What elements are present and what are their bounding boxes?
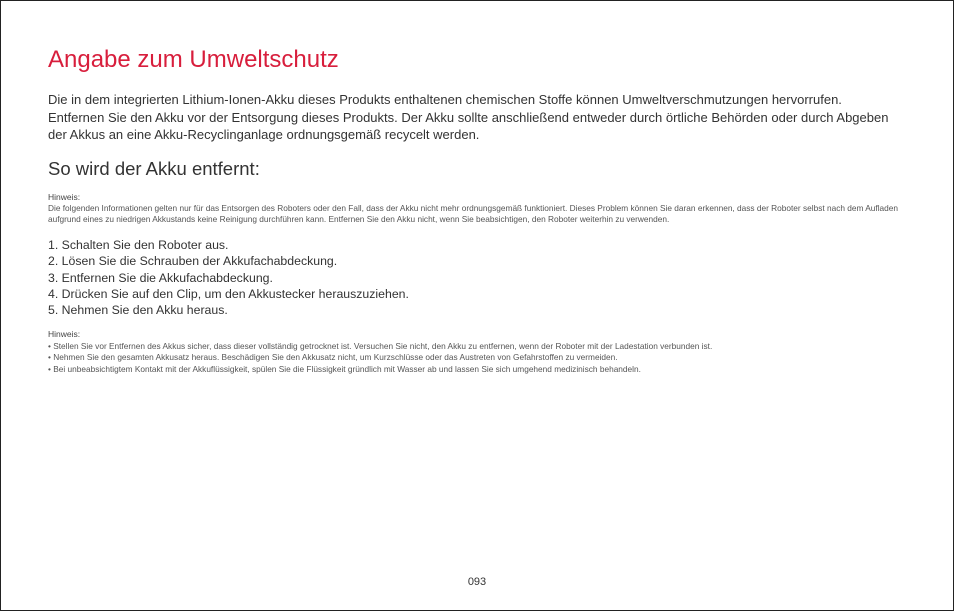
step-item: 1. Schalten Sie den Roboter aus. xyxy=(48,237,229,252)
note-text: Die folgenden Informationen gelten nur für das Entsorgen des Roboters oder den Fall, dass der Akku nicht mehr ordnungsgemäß funktioniert. Dieses Problem können Sie daran erkennen, dass der Roboter selbst nach dem Aufladen aufgrund eines zu niedrigen Akkustands keine Reinigung durchführen kann. Entfernen Sie den Akku nicht, wenn Sie beabsichtigen, den Roboter weiterhin zu verwenden. xyxy=(48,202,899,225)
section-subtitle: So wird der Akku entfernt: xyxy=(48,157,260,179)
note-bullet: • Nehmen Sie den gesamten Akkusatz heraus. Beschädigen Sie den Akkusatz nicht, um Kurzschlüsse oder das Austreten von Gefahrstoffen zu vermeiden. xyxy=(48,352,618,363)
page-content xyxy=(48,45,898,376)
note-label: Hinweis: xyxy=(48,328,81,339)
step-item: 5. Nehmen Sie den Akku heraus. xyxy=(48,303,228,318)
note-label: Hinweis: xyxy=(48,191,81,202)
step-item: 3. Entfernen Sie die Akkufachabdeckung. xyxy=(48,270,273,285)
steps-list xyxy=(48,237,898,319)
page-title: Angabe zum Umweltschutz xyxy=(48,46,339,73)
step-item: 4. Drücken Sie auf den Clip, um den Akkustecker herauszuziehen. xyxy=(48,286,409,301)
note-bullet: • Bei unbeabsichtigtem Kontakt mit der Akkuflüssigkeit, spülen Sie die Flüssigkeit gründlich mit Wasser ab und lassen Sie sich umgehend medizinisch behandeln. xyxy=(48,363,641,374)
note-bullets xyxy=(48,341,898,376)
step-item: 2. Lösen Sie die Schrauben der Akkufachabdeckung. xyxy=(48,254,338,269)
intro-paragraph: Die in dem integrierten Lithium-Ionen-Akku dieses Produkts enthaltenen chemischen Stoffe können Umweltverschmutzungen hervorrufen. Entfernen Sie den Akku vor der Entsorgung dieses Produkts. Der Akku sollte anschließend entweder durch örtliche Behörden oder durch Abgeben der Akkus an eine Akku-Recyclinganlage ordnungsgemäß recycelt werden. xyxy=(48,92,889,142)
note-bullet: • Stellen Sie vor Entfernen des Akkus sicher, dass dieser vollständig getrocknet ist. Versuchen Sie nicht, den Akku zu entfernen, wenn der Roboter mit der Ladestation verbunden ist. xyxy=(48,340,713,351)
page-number: 093 xyxy=(467,576,487,588)
